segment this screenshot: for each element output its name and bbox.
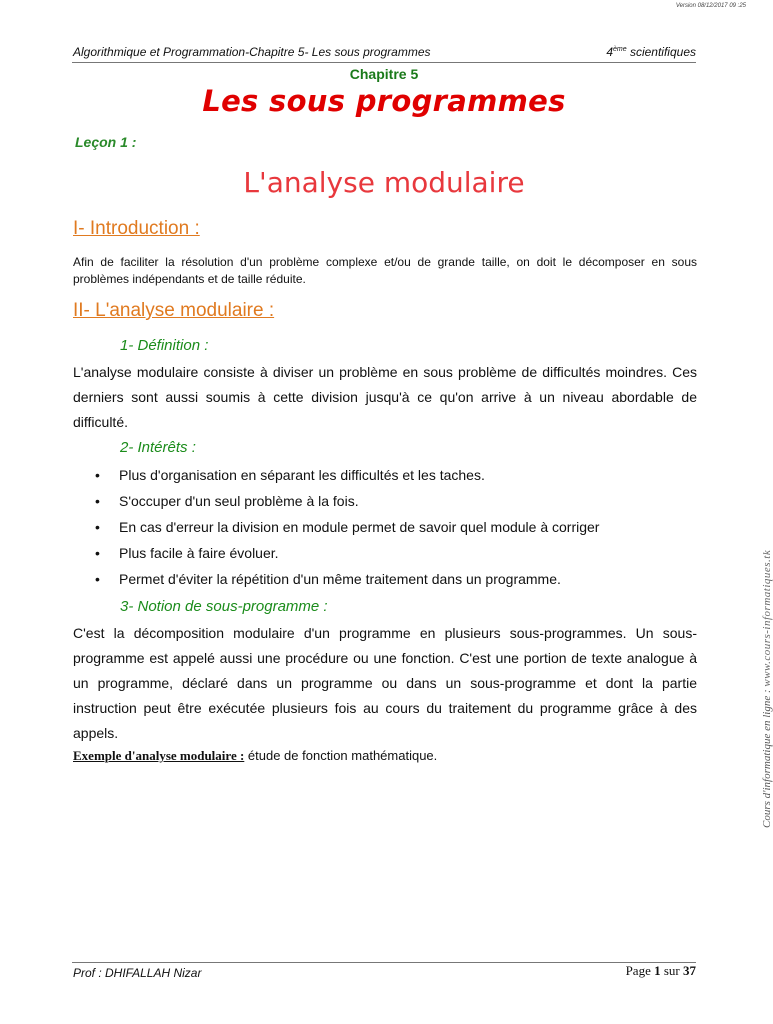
interests-heading: 2- Intérêts : xyxy=(120,439,196,456)
list-item xyxy=(95,514,695,540)
bullet-icon: • xyxy=(95,571,100,587)
example-line xyxy=(73,748,437,764)
list-item-text: Permet d'éviter la répétition d'un même traitement dans un programme. xyxy=(119,571,561,587)
page-current: 1 xyxy=(654,963,661,978)
example-label: Exemple d'analyse modulaire : xyxy=(73,748,245,763)
section-modular-analysis-heading: II- L'analyse modulaire : xyxy=(73,300,275,321)
notion-heading: 3- Notion de sous-programme : xyxy=(120,598,328,615)
list-item xyxy=(95,566,695,592)
introduction-paragraph: Afin de faciliter la résolution d'un problème complexe et/ou de grande taille, on doit le décomposer en sous problèmes indépendants et de taille réduite. xyxy=(73,255,697,286)
page-header-left: Algorithmique et Programmation-Chapitre 5- Les sous programmes xyxy=(73,45,431,59)
interests-list xyxy=(95,462,695,592)
example-text: étude de fonction mathématique. xyxy=(244,748,438,763)
list-item-text: S'occuper d'un seul problème à la fois. xyxy=(119,493,359,509)
list-item-text: Plus d'organisation en séparant les difficultés et les taches. xyxy=(119,467,485,483)
side-watermark xyxy=(761,518,773,828)
level-label: scientifiques xyxy=(626,45,696,59)
definition-paragraph: L'analyse modulaire consiste à diviser un problème en sous problème de difficultés moindres. Ces derniers sont aussi soumis à cette division jusqu'à ce qu'on arrive à un niveau abordable de difficulté. xyxy=(73,364,697,430)
bullet-icon: • xyxy=(95,519,100,535)
notion-paragraph: C'est la décomposition modulaire d'un programme en plusieurs sous-programmes. Un sous-programme est appelé aussi une procédure ou une fonction. C'est une portion de texte analogue à un programme, déclaré dans un programme ou dans un sous-programme et dont la partie instruction peut être exécutée plusieurs fois au cours du traitement du programme grâce à des appels. xyxy=(73,625,697,741)
page-label: Page xyxy=(625,963,655,978)
list-item xyxy=(95,540,695,566)
page-of: sur xyxy=(660,963,683,978)
definition-heading: 1- Définition : xyxy=(120,337,209,354)
lesson-label: Leçon 1 : xyxy=(75,134,137,150)
version-stamp: Version 08/12/2017 09 :25 xyxy=(675,3,746,9)
bullet-icon: • xyxy=(95,493,100,509)
footer-divider xyxy=(72,962,696,963)
page-total: 37 xyxy=(683,963,696,978)
footer-page-number xyxy=(626,963,696,979)
list-item xyxy=(95,488,695,514)
header-divider xyxy=(72,62,696,63)
page-title: Les sous programmes xyxy=(202,84,566,118)
page-header-right xyxy=(606,45,696,59)
bullet-icon: • xyxy=(95,545,100,561)
section-introduction-heading: I- Introduction : xyxy=(73,218,200,239)
side-url: www.cours-informatiques.tk xyxy=(761,549,773,687)
lesson-title: L'analyse modulaire xyxy=(243,166,525,199)
footer-author: Prof : DHIFALLAH Nizar xyxy=(73,966,202,980)
level-superscript: ème xyxy=(613,46,627,53)
level-number: 4 xyxy=(606,45,613,59)
chapter-label: Chapitre 5 xyxy=(349,66,419,82)
list-item-text: En cas d'erreur la division en module permet de savoir quel module à corriger xyxy=(119,519,600,535)
list-item-text: Plus facile à faire évoluer. xyxy=(119,545,279,561)
bullet-icon: • xyxy=(95,467,100,483)
list-item xyxy=(95,462,695,488)
side-label: Cours d'informatique en ligne : xyxy=(761,686,773,828)
